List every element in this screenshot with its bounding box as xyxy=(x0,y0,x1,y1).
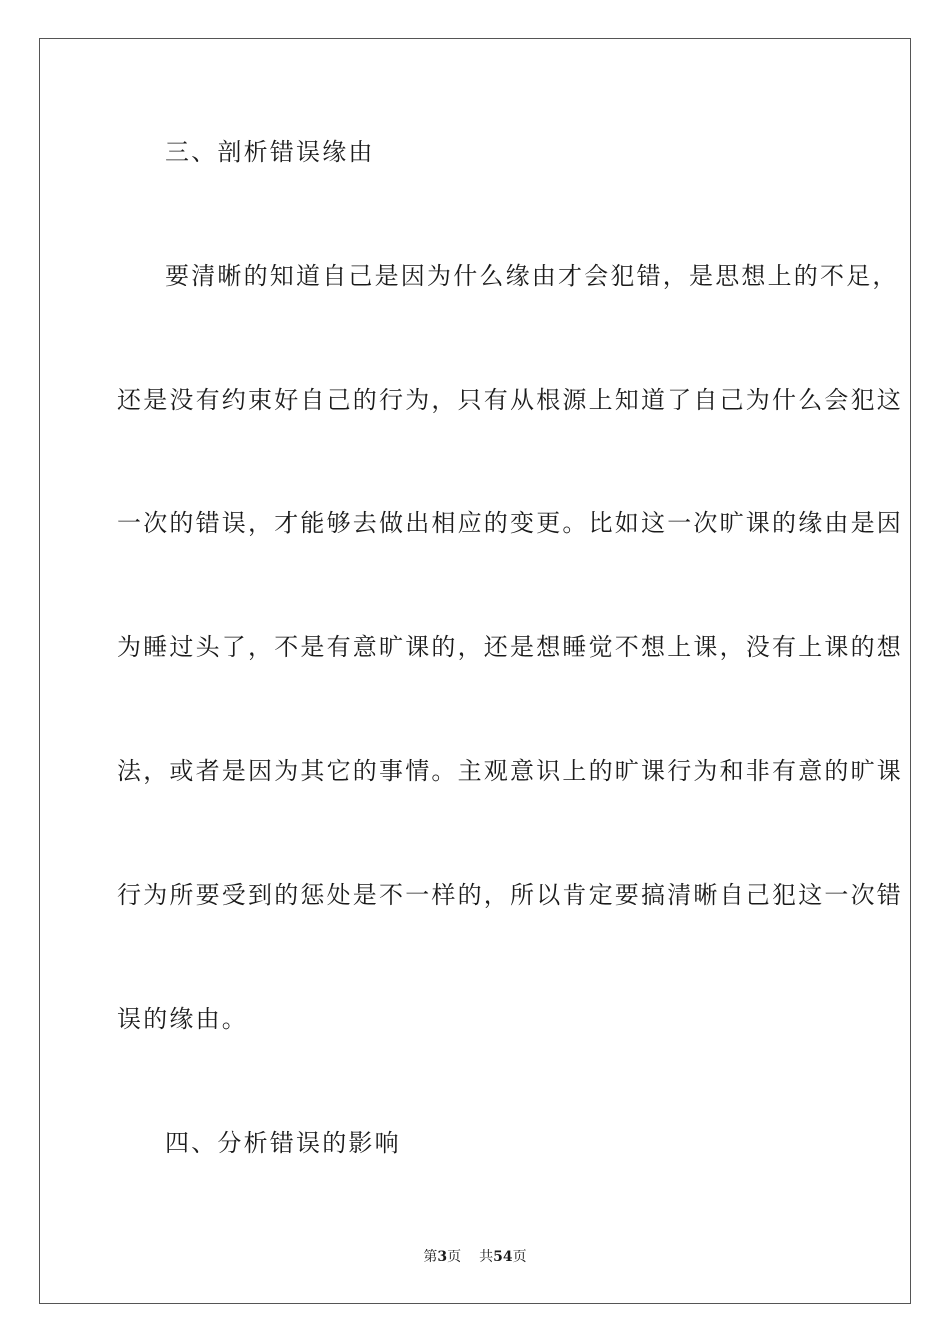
footer-page-prefix: 第 xyxy=(423,1249,438,1265)
footer-total-prefix: 共 xyxy=(479,1249,494,1265)
paragraph-line-1: 要清晰的知道自己是因为什么缘由才会犯错，是思想上的不足， xyxy=(165,262,899,290)
paragraph-line-3: 一次的错误，才能够去做出相应的变更。比如这一次旷课的缘由是因 xyxy=(117,509,903,537)
section-heading-4: 四、分析错误的影响 xyxy=(165,1129,401,1157)
section-heading-3: 三、剖析错误缘由 xyxy=(165,138,375,166)
footer-page-number: 3 xyxy=(437,1249,448,1265)
paragraph-line-4: 为睡过头了，不是有意旷课的，还是想睡觉不想上课，没有上课的想 xyxy=(117,633,903,661)
paragraph-line-7: 误的缘由。 xyxy=(117,1005,248,1033)
paragraph-line-6: 行为所要受到的惩处是不一样的，所以肯定要搞清晰自己犯这一次错 xyxy=(117,881,903,909)
footer-page-suffix: 页 xyxy=(447,1249,462,1265)
paragraph-line-2: 还是没有约束好自己的行为，只有从根源上知道了自己为什么会犯这 xyxy=(117,386,903,414)
footer-total-suffix: 页 xyxy=(512,1249,527,1265)
footer-total-pages: 54 xyxy=(493,1249,513,1265)
page-frame xyxy=(39,38,911,1304)
paragraph-line-5: 法，或者是因为其它的事情。主观意识上的旷课行为和非有意的旷课 xyxy=(117,757,903,785)
page-footer xyxy=(0,1247,950,1267)
